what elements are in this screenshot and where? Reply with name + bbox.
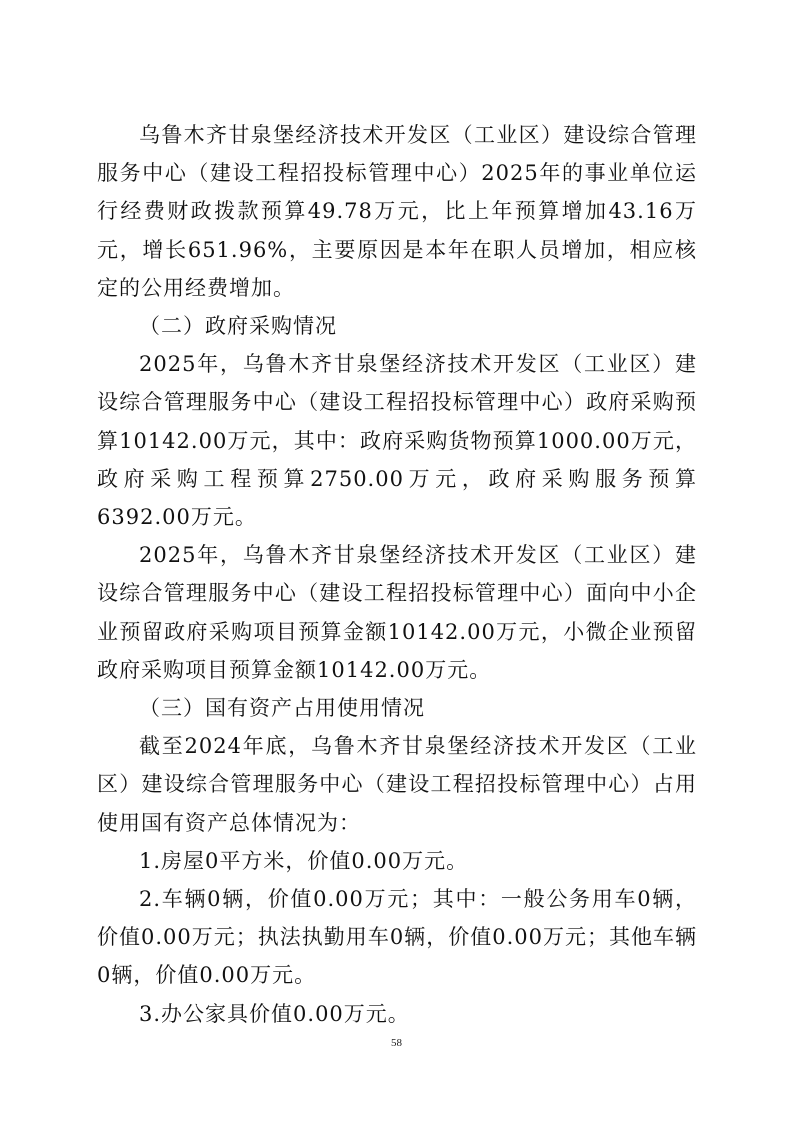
paragraph-sme-reserved: 2025年，乌鲁木齐甘泉堡经济技术开发区（工业区）建设综合管理服务中心（建设工程招投标管理中心）面向中小企业预留政府采购项目预算金额10142.00万元，小微企业预留政府采购项目预算金额10142.00万元。: [97, 543, 697, 682]
paragraph-assets-buildings: 1.房屋0平方米，价值0.00万元。: [139, 848, 469, 873]
paragraph-assets-overview: 截至2024年底，乌鲁木齐甘泉堡经济技术开发区（工业区）建设综合管理服务中心（建设工程招投标管理中心）占用使用国有资产总体情况为：: [97, 734, 697, 835]
paragraph-assets-furniture: 3.办公家具价值0.00万元。: [139, 1001, 410, 1026]
paragraph-assets-vehicles: 2.车辆0辆，价值0.00万元；其中：一般公务用车0辆，价值0.00万元；执法执勤用车0辆，价值0.00万元；其他车辆0辆，价值0.00万元。: [97, 887, 697, 988]
body-text: [97, 116, 697, 1033]
section-heading-state-assets: （三）国有资产占用使用情况: [139, 696, 425, 721]
paragraph-procurement-budget: 2025年，乌鲁木齐甘泉堡经济技术开发区（工业区）建设综合管理服务中心（建设工程招投标管理中心）政府采购预算10142.00万元，其中：政府采购货物预算1000.00万元，政府采购工程预算2750.00万元，政府采购服务预算6392.00万元。: [97, 352, 697, 530]
page-number: 58: [391, 1037, 402, 1049]
section-heading-procurement: （二）政府采购情况: [139, 314, 337, 339]
paragraph-operating-expenses: 乌鲁木齐甘泉堡经济技术开发区（工业区）建设综合管理服务中心（建设工程招投标管理中心）2025年的事业单位运行经费财政拨款预算49.78万元，比上年预算增加43.16万元，增长651.96%，主要原因是本年在职人员增加，相应核定的公用经费增加。: [97, 123, 697, 300]
